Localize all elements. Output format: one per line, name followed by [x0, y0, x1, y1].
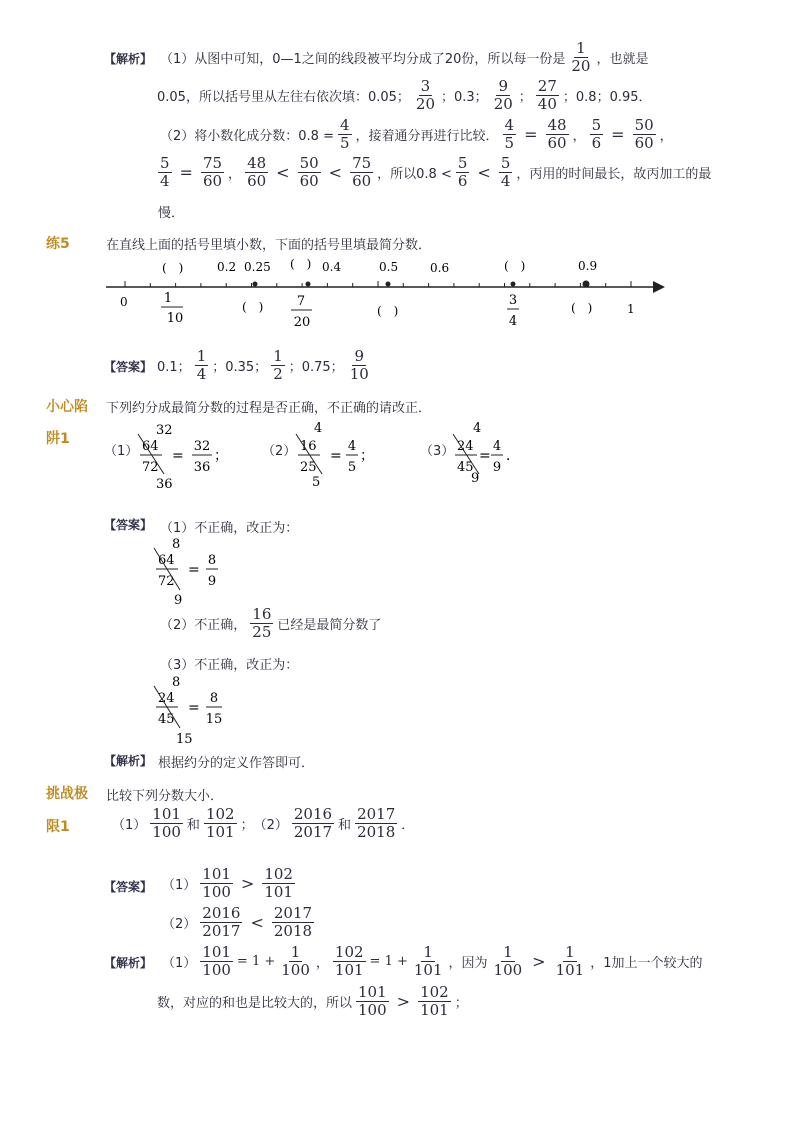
small-den: 5: [312, 475, 321, 490]
top-blank: ( ): [504, 259, 526, 273]
fraction: $\frac{5}{4}$: [500, 154, 511, 191]
challenge-problems: [112, 806, 414, 842]
end-punct: ．: [506, 448, 520, 464]
fraction: $\frac{101}{100}$: [358, 983, 387, 1020]
analysis-text: 慢．: [158, 206, 185, 221]
result-num: 4: [492, 439, 502, 454]
correction-1: [152, 534, 232, 610]
equals: =: [330, 448, 342, 464]
trap-item-index: （2）: [262, 444, 297, 459]
math-text: = 1 +: [236, 954, 276, 970]
point-marker: [253, 282, 258, 287]
analysis-text: ，因为: [448, 956, 488, 972]
fraction: $\frac{50}{60}$: [299, 154, 319, 191]
orig-num: 64: [142, 439, 159, 454]
top-blank: ( ): [162, 261, 184, 275]
fraction: $\frac{48}{60}$: [547, 116, 567, 153]
fraction: $\frac{75}{60}$: [352, 154, 372, 191]
answer-text: ；0.75；: [288, 360, 344, 376]
equals: =: [188, 562, 200, 578]
bottom-blank: ( ): [242, 300, 264, 314]
trap-item-index: （1）: [104, 444, 139, 459]
answer-line: [157, 348, 373, 384]
fraction: $\frac{4}{5}$: [339, 116, 350, 153]
point-marker: [306, 282, 311, 287]
fraction: $\frac{1}{100}$: [493, 943, 523, 980]
fraction: $\frac{1}{100}$: [281, 943, 310, 980]
challenge-analysis-1: （1） $\frac{101}{100}$ = 1 + $\frac{1}{100}$ ， $\frac{102}{101}$ = 1 + $\frac{1}{101}$ ，因为 $\frac{1}{100}$ > $\frac{1}{101}$ ，1加上一个较大的: [162, 943, 703, 980]
answer-text: （2）不正确，: [160, 618, 247, 634]
arrow-head-icon: [653, 281, 665, 293]
connector-text: 和: [338, 818, 352, 834]
fraction-num: 1: [163, 291, 173, 306]
top-label: 0.4: [322, 260, 342, 274]
bottom-blank: ( ): [571, 301, 593, 315]
answer-text: 已经是最简分数了: [277, 618, 382, 634]
equals: =: [188, 700, 200, 716]
point-marker: [386, 282, 391, 287]
equals: =: [172, 448, 184, 464]
answer-text: ；0.35；: [212, 360, 268, 376]
trap-item-index: （3）: [420, 444, 455, 459]
orig-den: 45: [158, 712, 175, 727]
answer-tag: 【答案】: [104, 360, 153, 374]
analysis-line-2: [157, 78, 652, 114]
point-marker: [583, 281, 590, 288]
result-den: 5: [347, 460, 357, 475]
fraction: $\frac{101}{100}$: [202, 865, 231, 902]
question-index: （1）: [112, 818, 147, 834]
equals: =: [479, 448, 491, 464]
challenge-answer-2: （2） $\frac{2016}{2017}$ < $\frac{2017}{2018}$: [162, 904, 313, 941]
connector-text: 和: [186, 818, 200, 834]
exercise-label: 练5: [46, 236, 70, 252]
correction-3: [152, 672, 242, 748]
challenge-answer-1: （1） $\frac{101}{100}$ > $\frac{102}{101}$: [162, 865, 293, 902]
orig-num: 16: [300, 439, 317, 454]
small-num: 8: [172, 675, 181, 690]
small-num: 32: [156, 423, 173, 438]
math-text: = 1 +: [369, 954, 408, 970]
analysis-line-4: $\frac{5}{4}$ = $\frac{75}{60}$ ， $\frac{48}{60}$ < $\frac{50}{60}$ < $\frac{75}{60}$ ，所以0.8 < $\frac{5}{6}$ < $\frac{5}{4}$ ，丙用的时间最长，故丙加工的最: [160, 154, 712, 191]
answer-tag: 【答案】: [104, 518, 153, 532]
bottom-label: 0: [120, 295, 128, 309]
fraction: $\frac{1}{2}$: [273, 347, 283, 384]
fraction: $\frac{50}{60}$: [634, 116, 654, 153]
orig-den: 45: [457, 460, 474, 475]
result-num: 8: [207, 553, 217, 568]
analysis-tag: 【解析】: [104, 956, 153, 970]
challenge-question: 比较下列分数大小．: [106, 789, 224, 804]
fraction-den: 10: [166, 311, 184, 326]
analysis-line-1: [160, 40, 648, 76]
analysis-text: ；0.8；0.95．: [562, 90, 652, 106]
orig-num: 64: [158, 553, 175, 568]
analysis-text: ，1加上一个较大的: [590, 956, 703, 972]
result-num: 32: [193, 439, 211, 454]
analysis-text: ，丙用的时间最长，故丙加工的最: [516, 167, 712, 183]
orig-num: 24: [158, 691, 175, 706]
top-label: 0.9: [578, 259, 598, 273]
orig-num: 24: [457, 439, 474, 454]
fraction: $\frac{102}{101}$: [205, 805, 235, 842]
fraction: $\frac{48}{60}$: [247, 154, 267, 191]
fraction: $\frac{2016}{2017}$: [202, 904, 241, 941]
number-line: [100, 256, 680, 336]
answer-text: （3）不正确，改正为：: [160, 658, 299, 673]
small-num: 4: [314, 421, 323, 436]
result-num: 4: [347, 439, 357, 454]
small-num: 8: [172, 537, 181, 552]
orig-den: 72: [158, 574, 175, 589]
fraction: $\frac{1}{4}$: [196, 347, 207, 384]
bottom-blank: ( ): [377, 304, 399, 318]
analysis-text: 数，对应的和也是比较大的，所以: [157, 996, 353, 1012]
top-label: 0.5: [379, 260, 399, 274]
small-den: 9: [471, 471, 480, 486]
end-punct: ；: [360, 448, 374, 464]
answer-index: （1）: [162, 878, 197, 894]
result-den: 9: [492, 460, 502, 475]
answer-line-2: [160, 606, 381, 642]
result-num: 8: [209, 691, 219, 706]
top-label: 0.2: [217, 260, 237, 274]
orig-den: 25: [300, 460, 317, 475]
top-label: 0.25: [244, 260, 271, 274]
reduction-2: [294, 420, 374, 492]
analysis-text: ，所以0.8 <: [377, 167, 452, 183]
analysis-text: ，接着通分再进行比较．: [355, 129, 499, 145]
trap-question: 下列约分成最简分数的过程是否正确，不正确的请改正．: [106, 401, 432, 416]
end-punct: ．: [401, 818, 415, 834]
analysis-text: （1）从图中可知，0—1之间的线段被平均分成了20份，所以每一份是: [160, 52, 566, 68]
fraction: $\frac{2017}{2018}$: [273, 904, 313, 941]
fraction: $\frac{101}{100}$: [152, 805, 181, 842]
challenge-label: 挑战极: [46, 786, 88, 802]
fraction: $\frac{1}{101}$: [555, 943, 585, 980]
fraction: $\frac{9}{20}$: [493, 77, 513, 114]
challenge-analysis-2: 数，对应的和也是比较大的，所以 $\frac{101}{100}$ > $\frac{102}{101}$ ；: [157, 983, 468, 1020]
small-den: 36: [156, 477, 173, 492]
fraction: $\frac{3}{20}$: [415, 77, 435, 114]
top-label: 0.6: [430, 261, 450, 275]
fraction: $\frac{75}{60}$: [202, 154, 223, 191]
end-punct: ；: [214, 448, 228, 464]
exercise-question: 在直线上面的括号里填小数，下面的括号里填最简分数．: [106, 238, 432, 253]
fraction-num: 3: [508, 293, 518, 308]
fraction: $\frac{1}{20}$: [571, 39, 591, 76]
fraction: $\frac{5}{6}$: [457, 154, 468, 191]
analysis-line-3: （2）将小数化成分数：0.8 = $\frac{4}{5}$ ，接着通分再进行比较． $\frac{4}{5}$ = $\frac{48}{60}$ ， $\frac{5}{6}$ = $\frac{50}{60}$ ，: [160, 116, 673, 153]
fraction-den: 4: [508, 314, 518, 329]
point-marker: [511, 282, 516, 287]
analysis-index: （1）: [162, 956, 197, 972]
small-den: 15: [176, 732, 193, 747]
fraction: $\frac{2017}{2018}$: [357, 805, 396, 842]
reduction-3: [453, 420, 533, 492]
fraction: $\frac{5}{6}$: [591, 116, 602, 153]
fraction: $\frac{4}{5}$: [504, 116, 515, 153]
analysis-text: ；: [518, 90, 532, 106]
analysis-text: （2）将小数化成分数：0.8 =: [160, 129, 334, 145]
challenge-label: 限1: [46, 819, 70, 835]
result-den: 15: [205, 712, 223, 727]
fraction: $\frac{102}{101}$: [420, 983, 449, 1020]
fraction-num: 7: [296, 294, 306, 309]
fraction: $\frac{102}{101}$: [264, 865, 293, 902]
number-line-ticks: [125, 281, 631, 287]
answer-text: 0.1；: [157, 360, 191, 376]
fraction: $\frac{5}{4}$: [160, 154, 170, 191]
analysis-text: 根据约分的定义作答即可．: [158, 756, 315, 771]
fraction: $\frac{1}{101}$: [413, 943, 443, 980]
analysis-text: ；0.3；: [441, 90, 488, 106]
small-den: 9: [174, 593, 183, 608]
top-blank: ( ): [290, 257, 312, 271]
bottom-label: 1: [627, 302, 635, 316]
analysis-tag: 【解析】: [104, 754, 153, 768]
orig-den: 72: [142, 460, 159, 475]
analysis-tag: 【解析】: [104, 52, 153, 66]
trap-label: 小心陷: [46, 399, 88, 415]
fraction: $\frac{27}{40}$: [537, 77, 557, 114]
fraction: $\frac{2016}{2017}$: [293, 805, 333, 842]
reduction-1: [136, 420, 226, 492]
fraction: $\frac{102}{101}$: [334, 943, 364, 980]
fraction: $\frac{9}{10}$: [349, 347, 369, 384]
fraction: $\frac{101}{100}$: [202, 943, 231, 980]
answer-text: （1）不正确，改正为：: [160, 521, 299, 536]
analysis-text: 0.05，所以括号里从左往右依次填：0.05；: [157, 90, 410, 106]
result-den: 36: [193, 460, 211, 475]
small-num: 4: [473, 421, 482, 436]
analysis-text: ；: [454, 996, 468, 1012]
analysis-text: ，也就是: [596, 52, 649, 68]
result-den: 9: [207, 574, 217, 589]
fraction: $\frac{16}{25}$: [252, 605, 272, 642]
answer-index: （2）: [162, 917, 197, 933]
fraction-den: 20: [293, 315, 311, 330]
question-index: ； （2）: [240, 818, 288, 834]
trap-label: 阱1: [46, 431, 70, 447]
answer-tag: 【答案】: [104, 880, 153, 894]
